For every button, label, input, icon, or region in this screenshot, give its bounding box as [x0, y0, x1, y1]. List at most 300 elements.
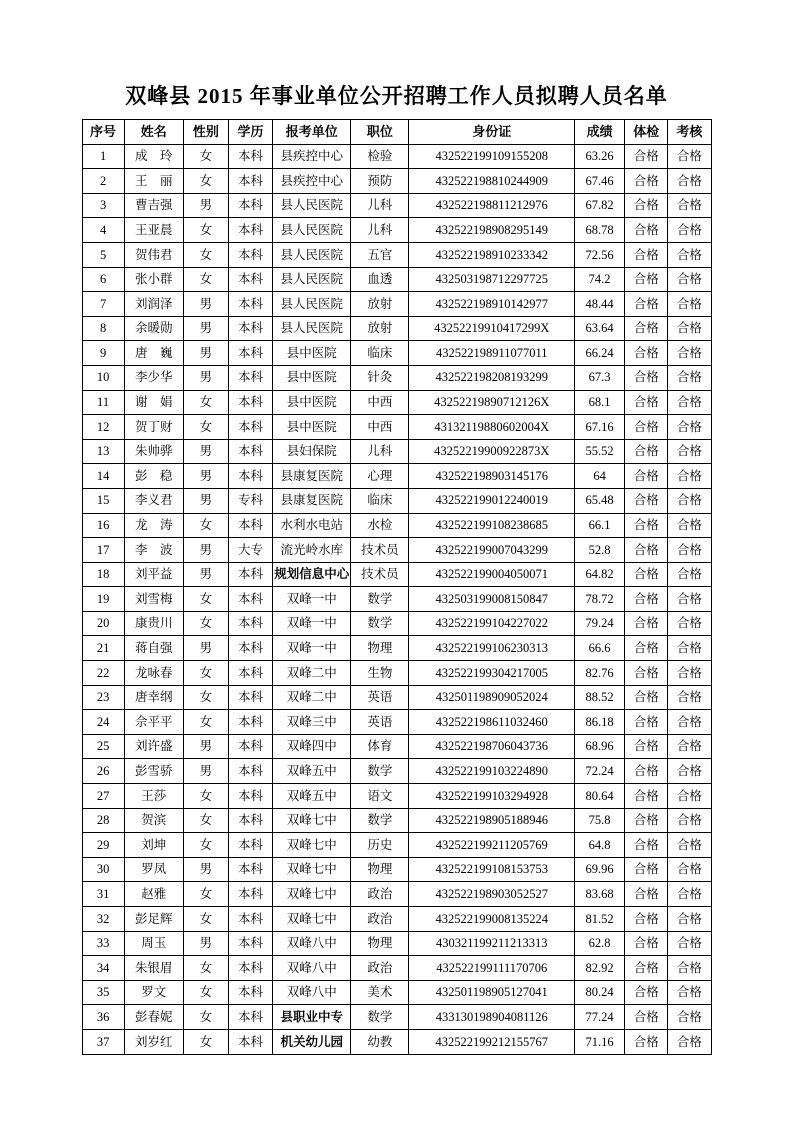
cell-gender: 男 — [183, 538, 228, 563]
table-row — [82, 488, 711, 513]
cell-unit: 双峰五中 — [273, 784, 351, 809]
cell-name: 唐 巍 — [124, 341, 183, 366]
cell-physical: 合格 — [625, 488, 668, 513]
cell-position: 儿科 — [351, 218, 409, 243]
cell-physical: 合格 — [625, 169, 668, 194]
cell-no: 9 — [82, 341, 124, 366]
cell-physical: 合格 — [625, 636, 668, 661]
table-row — [82, 193, 711, 218]
cell-education: 专科 — [228, 488, 272, 513]
cell-name: 蒋自强 — [124, 636, 183, 661]
cell-id_number: 432522198810244909 — [409, 169, 575, 194]
cell-name: 彭雪骄 — [124, 759, 183, 784]
cell-id_number: 432522198910233342 — [409, 242, 575, 267]
cell-no: 31 — [82, 882, 124, 907]
cell-name: 张小群 — [124, 267, 183, 292]
cell-name: 罗凤 — [124, 857, 183, 882]
cell-no: 36 — [82, 1005, 124, 1030]
cell-physical: 合格 — [625, 538, 668, 563]
cell-assessment: 合格 — [668, 267, 711, 292]
cell-no: 27 — [82, 784, 124, 809]
table-row — [82, 316, 711, 341]
cell-score: 63.64 — [575, 316, 625, 341]
cell-education: 本科 — [228, 833, 272, 858]
cell-id_number: 432522199007043299 — [409, 538, 575, 563]
cell-position: 政治 — [351, 956, 409, 981]
cell-gender: 男 — [183, 292, 228, 317]
cell-score: 68.96 — [575, 734, 625, 759]
cell-id_number: 432522199212155767 — [409, 1029, 575, 1054]
cell-gender: 男 — [183, 931, 228, 956]
cell-id_number: 432522199008135224 — [409, 907, 575, 932]
cell-no: 33 — [82, 931, 124, 956]
cell-name: 刘平益 — [124, 562, 183, 587]
cell-id_number: 432522199211205769 — [409, 833, 575, 858]
cell-no: 4 — [82, 218, 124, 243]
cell-physical: 合格 — [625, 980, 668, 1005]
cell-position: 水检 — [351, 513, 409, 538]
cell-score: 69.96 — [575, 857, 625, 882]
cell-position: 中西 — [351, 390, 409, 415]
cell-assessment: 合格 — [668, 488, 711, 513]
cell-physical: 合格 — [625, 513, 668, 538]
table-row — [82, 169, 711, 194]
cell-education: 本科 — [228, 1029, 272, 1054]
cell-position: 英语 — [351, 710, 409, 735]
cell-unit: 双峰八中 — [273, 980, 351, 1005]
cell-position: 儿科 — [351, 439, 409, 464]
cell-score: 75.8 — [575, 808, 625, 833]
cell-id_number: 432522198910142977 — [409, 292, 575, 317]
cell-no: 3 — [82, 193, 124, 218]
cell-unit: 机关幼儿园 — [273, 1029, 351, 1054]
cell-unit: 双峰二中 — [273, 685, 351, 710]
cell-assessment: 合格 — [668, 808, 711, 833]
cell-no: 28 — [82, 808, 124, 833]
cell-assessment: 合格 — [668, 464, 711, 489]
cell-unit: 双峰七中 — [273, 857, 351, 882]
table-row — [82, 144, 711, 169]
cell-unit: 双峰三中 — [273, 710, 351, 735]
cell-education: 本科 — [228, 857, 272, 882]
cell-unit: 双峰一中 — [273, 587, 351, 612]
cell-score: 68.1 — [575, 390, 625, 415]
table-row — [82, 587, 711, 612]
cell-unit: 双峰八中 — [273, 956, 351, 981]
cell-assessment: 合格 — [668, 710, 711, 735]
cell-id_number: 43252219890712126X — [409, 390, 575, 415]
cell-assessment: 合格 — [668, 513, 711, 538]
cell-score: 64 — [575, 464, 625, 489]
cell-physical: 合格 — [625, 710, 668, 735]
cell-name: 刘润泽 — [124, 292, 183, 317]
cell-assessment: 合格 — [668, 390, 711, 415]
cell-gender: 女 — [183, 1029, 228, 1054]
cell-unit: 流光岭水库 — [273, 538, 351, 563]
cell-score: 65.48 — [575, 488, 625, 513]
cell-id_number: 43252219910417299X — [409, 316, 575, 341]
cell-name: 朱银眉 — [124, 956, 183, 981]
cell-score: 67.46 — [575, 169, 625, 194]
cell-id_number: 433130198904081126 — [409, 1005, 575, 1030]
cell-score: 67.3 — [575, 365, 625, 390]
cell-assessment: 合格 — [668, 636, 711, 661]
cell-id_number: 432522199106230313 — [409, 636, 575, 661]
cell-physical: 合格 — [625, 956, 668, 981]
cell-no: 10 — [82, 365, 124, 390]
table-row — [82, 956, 711, 981]
cell-position: 心理 — [351, 464, 409, 489]
cell-id_number: 43252219900922873X — [409, 439, 575, 464]
cell-score: 71.16 — [575, 1029, 625, 1054]
table-row — [82, 341, 711, 366]
cell-no: 34 — [82, 956, 124, 981]
cell-physical: 合格 — [625, 784, 668, 809]
cell-position: 数学 — [351, 611, 409, 636]
cell-assessment: 合格 — [668, 833, 711, 858]
cell-unit: 县中医院 — [273, 390, 351, 415]
cell-gender: 女 — [183, 980, 228, 1005]
cell-physical: 合格 — [625, 1005, 668, 1030]
cell-gender: 女 — [183, 661, 228, 686]
cell-assessment: 合格 — [668, 882, 711, 907]
cell-unit: 双峰八中 — [273, 931, 351, 956]
cell-education: 本科 — [228, 169, 272, 194]
cell-assessment: 合格 — [668, 857, 711, 882]
cell-education: 本科 — [228, 513, 272, 538]
cell-gender: 女 — [183, 267, 228, 292]
cell-name: 刘坤 — [124, 833, 183, 858]
cell-physical: 合格 — [625, 439, 668, 464]
cell-unit: 县康复医院 — [273, 488, 351, 513]
cell-education: 本科 — [228, 316, 272, 341]
cell-no: 13 — [82, 439, 124, 464]
cell-no: 2 — [82, 169, 124, 194]
cell-education: 本科 — [228, 980, 272, 1005]
cell-score: 83.68 — [575, 882, 625, 907]
cell-assessment: 合格 — [668, 907, 711, 932]
cell-education: 本科 — [228, 636, 272, 661]
cell-id_number: 432522198611032460 — [409, 710, 575, 735]
cell-physical: 合格 — [625, 1029, 668, 1054]
cell-position: 技术员 — [351, 538, 409, 563]
cell-unit: 双峰四中 — [273, 734, 351, 759]
cell-physical: 合格 — [625, 833, 668, 858]
cell-unit: 县中医院 — [273, 341, 351, 366]
cell-no: 19 — [82, 587, 124, 612]
cell-physical: 合格 — [625, 218, 668, 243]
cell-unit: 县人民医院 — [273, 267, 351, 292]
cell-assessment: 合格 — [668, 734, 711, 759]
cell-gender: 男 — [183, 488, 228, 513]
cell-education: 本科 — [228, 685, 272, 710]
table-row — [82, 833, 711, 858]
cell-physical: 合格 — [625, 390, 668, 415]
table-row — [82, 513, 711, 538]
cell-position: 预防 — [351, 169, 409, 194]
column-header-education: 学历 — [228, 120, 272, 145]
cell-gender: 男 — [183, 193, 228, 218]
cell-gender: 女 — [183, 144, 228, 169]
cell-id_number: 432522198811212976 — [409, 193, 575, 218]
cell-no: 21 — [82, 636, 124, 661]
table-row — [82, 636, 711, 661]
cell-name: 康贵川 — [124, 611, 183, 636]
cell-score: 77.24 — [575, 1005, 625, 1030]
cell-score: 79.24 — [575, 611, 625, 636]
table-row — [82, 784, 711, 809]
cell-assessment: 合格 — [668, 759, 711, 784]
cell-education: 本科 — [228, 341, 272, 366]
cell-id_number: 432522199103224890 — [409, 759, 575, 784]
table-row — [82, 365, 711, 390]
cell-id_number: 432522199104227022 — [409, 611, 575, 636]
cell-unit: 双峰七中 — [273, 907, 351, 932]
cell-education: 本科 — [228, 562, 272, 587]
cell-education: 本科 — [228, 439, 272, 464]
cell-gender: 男 — [183, 341, 228, 366]
cell-score: 66.6 — [575, 636, 625, 661]
table-row — [82, 390, 711, 415]
table-row — [82, 439, 711, 464]
cell-score: 66.1 — [575, 513, 625, 538]
cell-score: 63.26 — [575, 144, 625, 169]
cell-assessment: 合格 — [668, 439, 711, 464]
cell-physical: 合格 — [625, 611, 668, 636]
cell-unit: 双峰二中 — [273, 661, 351, 686]
table-row — [82, 980, 711, 1005]
cell-name: 刘雪梅 — [124, 587, 183, 612]
cell-no: 1 — [82, 144, 124, 169]
cell-score: 72.24 — [575, 759, 625, 784]
cell-physical: 合格 — [625, 882, 668, 907]
table-row — [82, 882, 711, 907]
cell-assessment: 合格 — [668, 341, 711, 366]
cell-unit: 县人民医院 — [273, 292, 351, 317]
table-row — [82, 1005, 711, 1030]
cell-unit: 县人民医院 — [273, 242, 351, 267]
cell-id_number: 432522199108153753 — [409, 857, 575, 882]
column-header-no: 序号 — [82, 120, 124, 145]
cell-name: 王莎 — [124, 784, 183, 809]
cell-gender: 女 — [183, 242, 228, 267]
cell-score: 80.64 — [575, 784, 625, 809]
cell-assessment: 合格 — [668, 685, 711, 710]
cell-name: 余暖勋 — [124, 316, 183, 341]
cell-physical: 合格 — [625, 759, 668, 784]
table-body — [82, 144, 711, 1054]
table-row — [82, 538, 711, 563]
cell-education: 本科 — [228, 882, 272, 907]
cell-no: 22 — [82, 661, 124, 686]
cell-assessment: 合格 — [668, 242, 711, 267]
cell-gender: 女 — [183, 833, 228, 858]
cell-assessment: 合格 — [668, 661, 711, 686]
cell-education: 本科 — [228, 144, 272, 169]
cell-assessment: 合格 — [668, 144, 711, 169]
cell-no: 37 — [82, 1029, 124, 1054]
cell-name: 赵雅 — [124, 882, 183, 907]
cell-gender: 男 — [183, 464, 228, 489]
cell-physical: 合格 — [625, 341, 668, 366]
cell-physical: 合格 — [625, 808, 668, 833]
cell-name: 成 玲 — [124, 144, 183, 169]
cell-education: 大专 — [228, 538, 272, 563]
cell-position: 数学 — [351, 587, 409, 612]
cell-education: 本科 — [228, 956, 272, 981]
cell-gender: 男 — [183, 365, 228, 390]
cell-gender: 女 — [183, 390, 228, 415]
cell-position: 美术 — [351, 980, 409, 1005]
cell-position: 检验 — [351, 144, 409, 169]
table-row — [82, 267, 711, 292]
cell-id_number: 432522199012240019 — [409, 488, 575, 513]
cell-position: 数学 — [351, 808, 409, 833]
cell-unit: 双峰一中 — [273, 636, 351, 661]
cell-no: 17 — [82, 538, 124, 563]
cell-score: 82.76 — [575, 661, 625, 686]
column-header-unit: 报考单位 — [273, 120, 351, 145]
recruitment-roster-table — [82, 119, 712, 1055]
cell-name: 朱帅骅 — [124, 439, 183, 464]
cell-physical: 合格 — [625, 242, 668, 267]
cell-unit: 县疾控中心 — [273, 169, 351, 194]
cell-gender: 女 — [183, 218, 228, 243]
cell-education: 本科 — [228, 218, 272, 243]
cell-id_number: 432522198911077011 — [409, 341, 575, 366]
cell-no: 26 — [82, 759, 124, 784]
cell-gender: 女 — [183, 513, 228, 538]
cell-name: 曹吉强 — [124, 193, 183, 218]
cell-physical: 合格 — [625, 734, 668, 759]
cell-gender: 女 — [183, 1005, 228, 1030]
cell-score: 64.8 — [575, 833, 625, 858]
cell-position: 物理 — [351, 931, 409, 956]
cell-position: 临床 — [351, 341, 409, 366]
cell-physical: 合格 — [625, 292, 668, 317]
cell-score: 81.52 — [575, 907, 625, 932]
cell-physical: 合格 — [625, 365, 668, 390]
cell-score: 78.72 — [575, 587, 625, 612]
cell-name: 贺丁财 — [124, 415, 183, 440]
cell-name: 彭 稳 — [124, 464, 183, 489]
cell-gender: 男 — [183, 636, 228, 661]
cell-education: 本科 — [228, 931, 272, 956]
column-header-position: 职位 — [351, 120, 409, 145]
cell-id_number: 432522198903052527 — [409, 882, 575, 907]
table-row — [82, 734, 711, 759]
cell-score: 86.18 — [575, 710, 625, 735]
cell-education: 本科 — [228, 759, 272, 784]
cell-score: 82.92 — [575, 956, 625, 981]
cell-physical: 合格 — [625, 193, 668, 218]
cell-gender: 女 — [183, 784, 228, 809]
cell-name: 李 波 — [124, 538, 183, 563]
cell-name: 刘许盛 — [124, 734, 183, 759]
cell-assessment: 合格 — [668, 193, 711, 218]
cell-name: 李义君 — [124, 488, 183, 513]
table-header — [82, 120, 711, 145]
cell-education: 本科 — [228, 390, 272, 415]
cell-no: 12 — [82, 415, 124, 440]
cell-assessment: 合格 — [668, 316, 711, 341]
cell-assessment: 合格 — [668, 784, 711, 809]
cell-education: 本科 — [228, 464, 272, 489]
cell-unit: 双峰七中 — [273, 808, 351, 833]
table-row — [82, 611, 711, 636]
cell-position: 针灸 — [351, 365, 409, 390]
cell-unit: 县人民医院 — [273, 218, 351, 243]
cell-gender: 女 — [183, 587, 228, 612]
cell-position: 中西 — [351, 415, 409, 440]
cell-unit: 规划信息中心 — [273, 562, 351, 587]
cell-education: 本科 — [228, 907, 272, 932]
cell-no: 24 — [82, 710, 124, 735]
cell-physical: 合格 — [625, 316, 668, 341]
cell-score: 88.52 — [575, 685, 625, 710]
cell-assessment: 合格 — [668, 169, 711, 194]
table-row — [82, 464, 711, 489]
cell-assessment: 合格 — [668, 956, 711, 981]
cell-unit: 县人民医院 — [273, 316, 351, 341]
cell-unit: 双峰七中 — [273, 882, 351, 907]
cell-no: 15 — [82, 488, 124, 513]
cell-id_number: 432522198903145176 — [409, 464, 575, 489]
cell-unit: 双峰七中 — [273, 833, 351, 858]
cell-position: 数学 — [351, 1005, 409, 1030]
cell-no: 16 — [82, 513, 124, 538]
cell-name: 王 丽 — [124, 169, 183, 194]
cell-id_number: 432501198909052024 — [409, 685, 575, 710]
column-header-gender: 性别 — [183, 120, 228, 145]
cell-physical: 合格 — [625, 685, 668, 710]
cell-physical: 合格 — [625, 931, 668, 956]
cell-id_number: 432522199109155208 — [409, 144, 575, 169]
cell-no: 8 — [82, 316, 124, 341]
cell-assessment: 合格 — [668, 292, 711, 317]
cell-id_number: 432522198908295149 — [409, 218, 575, 243]
cell-education: 本科 — [228, 611, 272, 636]
cell-position: 物理 — [351, 857, 409, 882]
cell-name: 佘平平 — [124, 710, 183, 735]
cell-no: 30 — [82, 857, 124, 882]
cell-gender: 女 — [183, 907, 228, 932]
table-row — [82, 685, 711, 710]
cell-name: 王亚晨 — [124, 218, 183, 243]
cell-education: 本科 — [228, 415, 272, 440]
cell-physical: 合格 — [625, 415, 668, 440]
cell-unit: 县职业中专 — [273, 1005, 351, 1030]
cell-gender: 女 — [183, 956, 228, 981]
cell-position: 物理 — [351, 636, 409, 661]
cell-id_number: 432503198712297725 — [409, 267, 575, 292]
cell-physical: 合格 — [625, 661, 668, 686]
cell-unit: 水利水电站 — [273, 513, 351, 538]
cell-assessment: 合格 — [668, 415, 711, 440]
table-row — [82, 931, 711, 956]
cell-no: 29 — [82, 833, 124, 858]
cell-education: 本科 — [228, 267, 272, 292]
cell-assessment: 合格 — [668, 1029, 711, 1054]
cell-id_number: 432522199304217005 — [409, 661, 575, 686]
column-header-physical: 体检 — [625, 120, 668, 145]
cell-gender: 男 — [183, 734, 228, 759]
cell-gender: 女 — [183, 611, 228, 636]
cell-assessment: 合格 — [668, 365, 711, 390]
cell-id_number: 432522198905188946 — [409, 808, 575, 833]
cell-name: 唐幸纲 — [124, 685, 183, 710]
cell-name: 罗文 — [124, 980, 183, 1005]
